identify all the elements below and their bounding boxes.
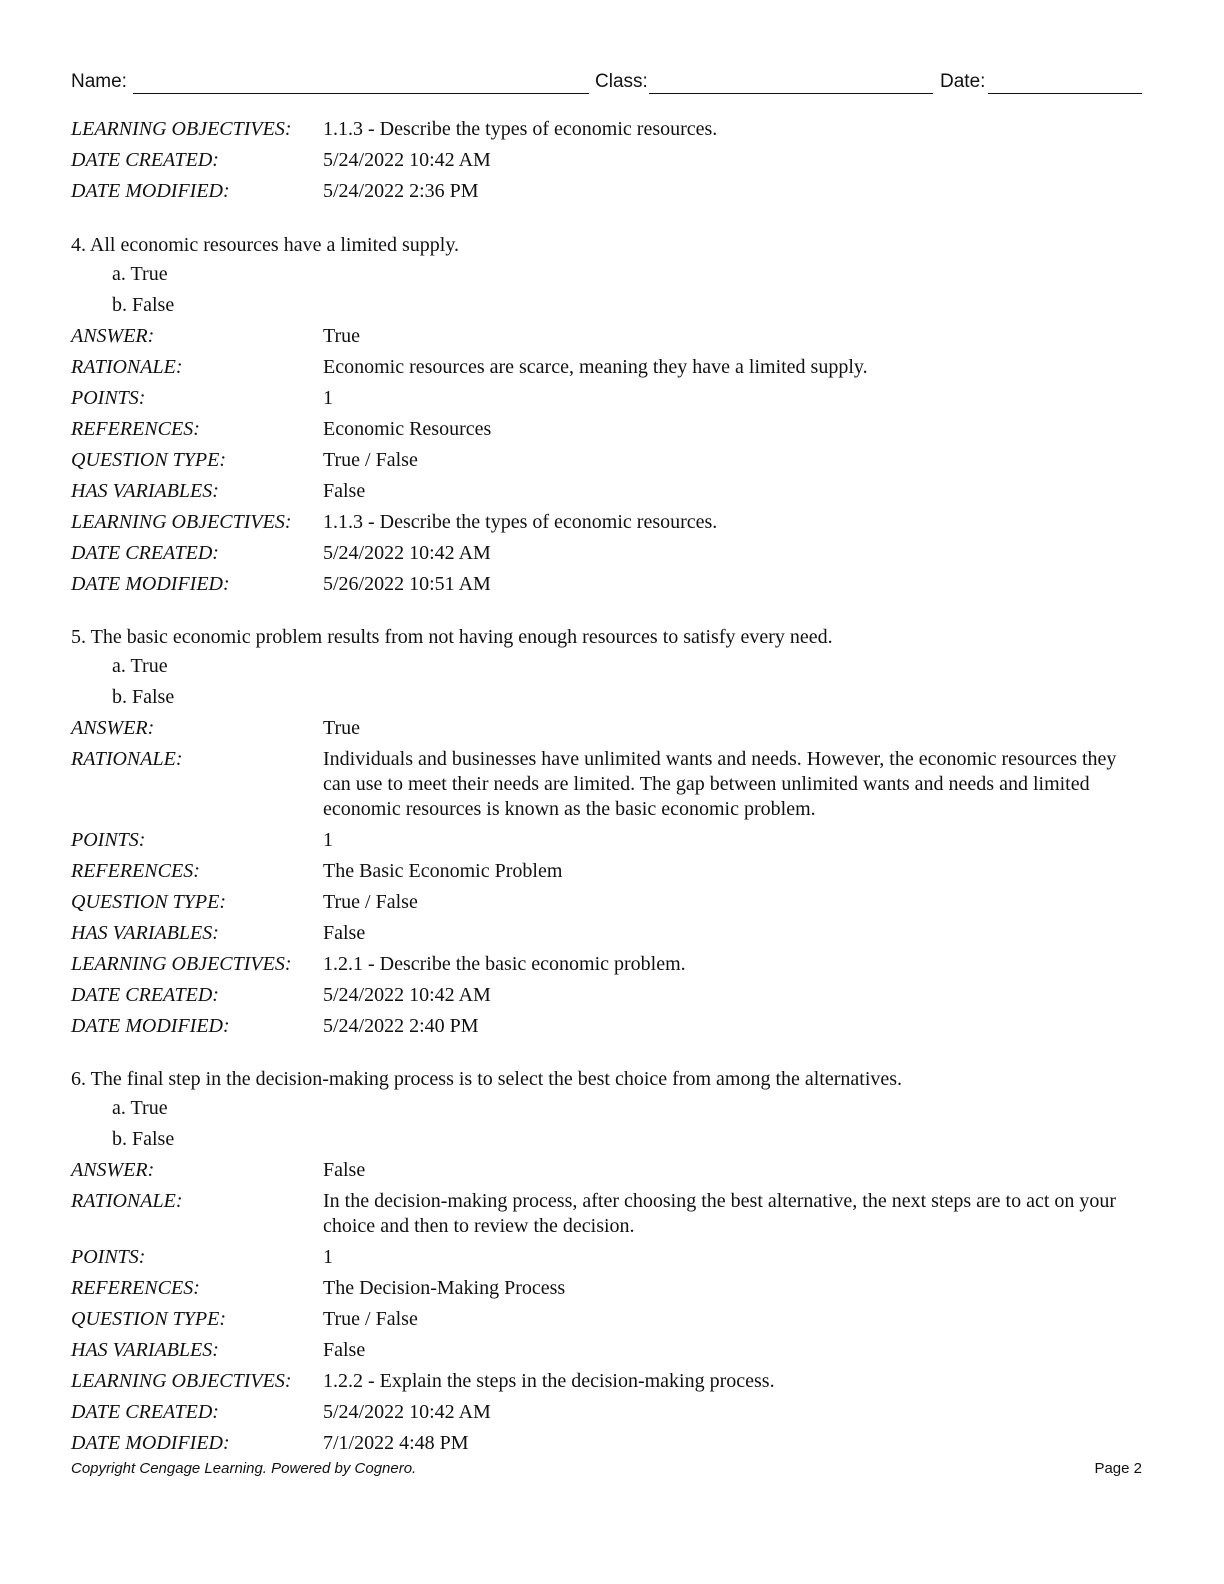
meta-key: REFERENCES: <box>71 1277 200 1299</box>
meta-row <box>71 1189 1146 1239</box>
question-5 <box>71 625 1146 1045</box>
meta-key: RATIONALE: <box>71 356 183 378</box>
question-stem: 4. All economic resources have a limited supply. <box>71 234 460 256</box>
meta-value: 5/24/2022 2:40 PM <box>323 1015 479 1037</box>
meta-row <box>71 148 1146 173</box>
meta-row <box>71 355 1146 380</box>
meta-row <box>71 1014 1146 1039</box>
meta-key: HAS VARIABLES: <box>71 1339 219 1361</box>
meta-row <box>71 541 1146 566</box>
meta-row <box>71 1276 1146 1301</box>
meta-key: RATIONALE: <box>71 1190 183 1212</box>
class-field-line <box>649 93 933 94</box>
meta-value: 5/24/2022 10:42 AM <box>323 984 491 1006</box>
date-label: Date: <box>940 71 986 92</box>
page-header <box>71 68 1142 98</box>
meta-row <box>71 510 1146 535</box>
meta-row <box>71 983 1146 1008</box>
meta-value: The Decision-Making Process <box>323 1277 566 1299</box>
question-4 <box>71 233 1146 603</box>
meta-value: 5/24/2022 10:42 AM <box>323 542 491 564</box>
meta-value: 7/1/2022 4:48 PM <box>323 1432 469 1454</box>
meta-row <box>71 417 1146 442</box>
meta-value: True / False <box>323 891 418 913</box>
meta-key: HAS VARIABLES: <box>71 480 219 502</box>
meta-key: QUESTION TYPE: <box>71 1308 227 1330</box>
answer-option: a. True <box>112 1097 168 1119</box>
answer-option: a. True <box>112 263 168 285</box>
meta-row <box>71 1245 1146 1270</box>
meta-row <box>71 828 1146 853</box>
meta-key: DATE MODIFIED: <box>71 180 230 202</box>
meta-row <box>71 117 1146 142</box>
meta-value: True <box>323 717 361 739</box>
meta-key: DATE CREATED: <box>71 542 219 564</box>
meta-row <box>71 1369 1146 1394</box>
meta-value: 1 <box>323 829 333 851</box>
question-stem: 6. The final step in the decision-making process is to select the best choice from among the alternatives. <box>71 1068 903 1090</box>
meta-key: QUESTION TYPE: <box>71 891 227 913</box>
meta-key: DATE MODIFIED: <box>71 1432 230 1454</box>
meta-key: RATIONALE: <box>71 748 183 770</box>
question-stem: 5. The basic economic problem results from not having enough resources to satisfy every need. <box>71 626 833 648</box>
meta-key: LEARNING OBJECTIVES: <box>71 1370 292 1392</box>
meta-key: REFERENCES: <box>71 860 200 882</box>
meta-row <box>71 1431 1146 1456</box>
meta-value: Economic resources are scarce, meaning they have a limited supply. <box>323 356 868 378</box>
meta-row <box>71 921 1146 946</box>
meta-value: The Basic Economic Problem <box>323 860 563 882</box>
meta-key: LEARNING OBJECTIVES: <box>71 953 292 975</box>
meta-key: DATE CREATED: <box>71 149 219 171</box>
meta-row <box>71 1158 1146 1183</box>
meta-key: LEARNING OBJECTIVES: <box>71 511 292 533</box>
meta-key: POINTS: <box>71 387 146 409</box>
meta-row <box>71 479 1146 504</box>
meta-value: Economic Resources <box>323 418 492 440</box>
meta-value: Individuals and businesses have unlimited wants and needs. However, the economic resources they can use to meet their needs are limited. The gap between unlimited wants and needs and limited economic resources is known as the basic economic problem. <box>323 748 1117 820</box>
meta-key: ANSWER: <box>71 325 155 347</box>
name-label: Name: <box>71 71 127 92</box>
answer-option: a. True <box>112 655 168 677</box>
meta-row <box>71 324 1146 349</box>
copyright-text: Copyright Cengage Learning. Powered by Cognero. <box>71 1460 417 1477</box>
meta-row <box>71 747 1146 822</box>
meta-value: 5/24/2022 2:36 PM <box>323 180 479 202</box>
meta-value: 1.2.1 - Describe the basic economic problem. <box>323 953 686 975</box>
meta-key: HAS VARIABLES: <box>71 922 219 944</box>
meta-value: False <box>323 480 366 502</box>
meta-key: DATE MODIFIED: <box>71 573 230 595</box>
meta-value: 5/26/2022 10:51 AM <box>323 573 491 595</box>
meta-value: 1.1.3 - Describe the types of economic resources. <box>323 511 718 533</box>
meta-value: 1 <box>323 387 333 409</box>
meta-key: REFERENCES: <box>71 418 200 440</box>
meta-value: 1 <box>323 1246 333 1268</box>
meta-row <box>71 1307 1146 1332</box>
meta-value: True / False <box>323 1308 418 1330</box>
meta-key: ANSWER: <box>71 1159 155 1181</box>
previous-question-tail <box>71 117 1146 210</box>
meta-value: In the decision-making process, after choosing the best alternative, the next steps are to act on your choice and then to review the decision. <box>323 1190 1117 1237</box>
meta-key: QUESTION TYPE: <box>71 449 227 471</box>
class-label: Class: <box>595 71 648 92</box>
meta-value: True / False <box>323 449 418 471</box>
meta-value: True <box>323 325 361 347</box>
answer-option: b. False <box>112 294 175 316</box>
answer-option: b. False <box>112 686 175 708</box>
meta-row <box>71 859 1146 884</box>
meta-row <box>71 1338 1146 1363</box>
meta-row <box>71 572 1146 597</box>
meta-value: 1.1.3 - Describe the types of economic resources. <box>323 118 718 140</box>
meta-value: 5/24/2022 10:42 AM <box>323 1401 491 1423</box>
date-field-line <box>988 93 1142 94</box>
answer-option: b. False <box>112 1128 175 1150</box>
meta-row <box>71 890 1146 915</box>
meta-row <box>71 179 1146 204</box>
meta-row <box>71 1400 1146 1425</box>
meta-row <box>71 952 1146 977</box>
meta-value: 1.2.2 - Explain the steps in the decision-making process. <box>323 1370 775 1392</box>
meta-key: LEARNING OBJECTIVES: <box>71 118 292 140</box>
meta-row <box>71 716 1146 741</box>
meta-key: DATE CREATED: <box>71 1401 219 1423</box>
question-6 <box>71 1067 1146 1462</box>
meta-value: False <box>323 922 366 944</box>
meta-key: DATE MODIFIED: <box>71 1015 230 1037</box>
name-field-line <box>133 93 589 94</box>
meta-key: POINTS: <box>71 1246 146 1268</box>
meta-key: POINTS: <box>71 829 146 851</box>
meta-value: False <box>323 1159 366 1181</box>
meta-key: DATE CREATED: <box>71 984 219 1006</box>
meta-key: ANSWER: <box>71 717 155 739</box>
meta-row <box>71 448 1146 473</box>
meta-value: False <box>323 1339 366 1361</box>
meta-value: 5/24/2022 10:42 AM <box>323 149 491 171</box>
meta-row <box>71 386 1146 411</box>
page-number: Page 2 <box>1094 1460 1142 1477</box>
